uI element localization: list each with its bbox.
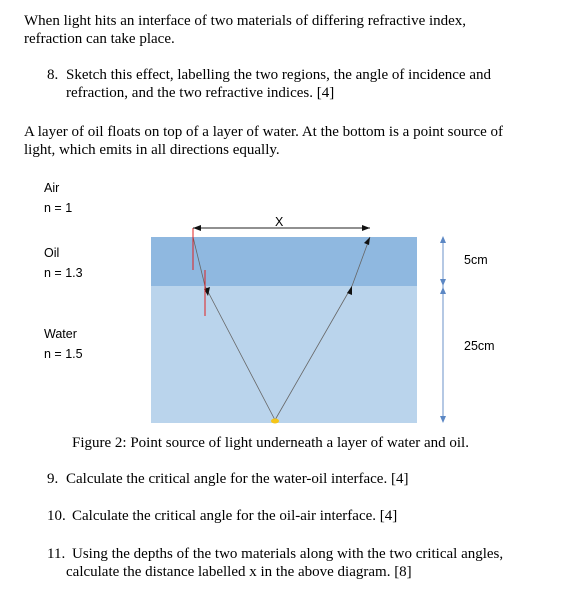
oil-name: Oil	[44, 246, 60, 260]
point-source-icon	[271, 419, 279, 424]
question-9-text: Calculate the critical angle for the water-oil interface. [4]	[66, 471, 409, 487]
depth-arrow-mid-down-icon	[440, 279, 446, 286]
oil-layer	[151, 237, 417, 286]
figure-caption: Figure 2: Point source of light underneath a layer of water and oil.	[72, 435, 469, 451]
question-11-text	[66, 545, 571, 581]
question-11-number: 11.	[47, 546, 66, 562]
question-11-line-1: Using the depths of the two materials along with the two critical angles,	[72, 546, 504, 562]
x-arrow-right-icon	[362, 225, 370, 231]
depth-arrow-mid-up-icon	[440, 287, 446, 294]
water-layer	[151, 286, 417, 423]
question-8-line-2: refraction, and the two refractive indices. [4]	[66, 85, 335, 101]
question-9-number: 9.	[47, 471, 59, 487]
air-name: Air	[44, 181, 60, 195]
intro-line-1: When light hits an interface of two materials of differing refractive index,	[24, 13, 467, 29]
oil-depth-label: 5cm	[464, 253, 488, 267]
setup-line-1: A layer of oil floats on top of a layer of water. At the bottom is a point source of	[24, 124, 504, 140]
question-9	[0, 470, 576, 490]
water-index: n = 1.5	[44, 347, 83, 361]
intro-line-2: refraction can take place.	[24, 31, 175, 47]
depth-arrow-top-icon	[440, 236, 446, 243]
question-8-line-1: Sketch this effect, labelling the two regions, the angle of incidence and	[66, 67, 492, 83]
oil-index: n = 1.3	[44, 266, 83, 280]
x-distance-label: X	[275, 215, 284, 229]
air-index: n = 1	[44, 201, 73, 215]
question-11	[0, 545, 576, 585]
x-arrow-left-icon	[193, 225, 201, 231]
question-10-number: 10.	[47, 508, 66, 524]
question-10-text: Calculate the critical angle for the oil-air interface. [4]	[72, 508, 398, 524]
question-8-number: 8.	[47, 67, 59, 83]
setup-line-2: light, which emits in all directions equally.	[24, 142, 280, 158]
question-11-line-2: calculate the distance labelled x in the above diagram. [8]	[66, 564, 412, 580]
water-depth-label: 25cm	[464, 339, 495, 353]
water-name: Water	[44, 327, 77, 341]
question-10	[0, 507, 576, 527]
depth-arrow-bottom-icon	[440, 416, 446, 423]
